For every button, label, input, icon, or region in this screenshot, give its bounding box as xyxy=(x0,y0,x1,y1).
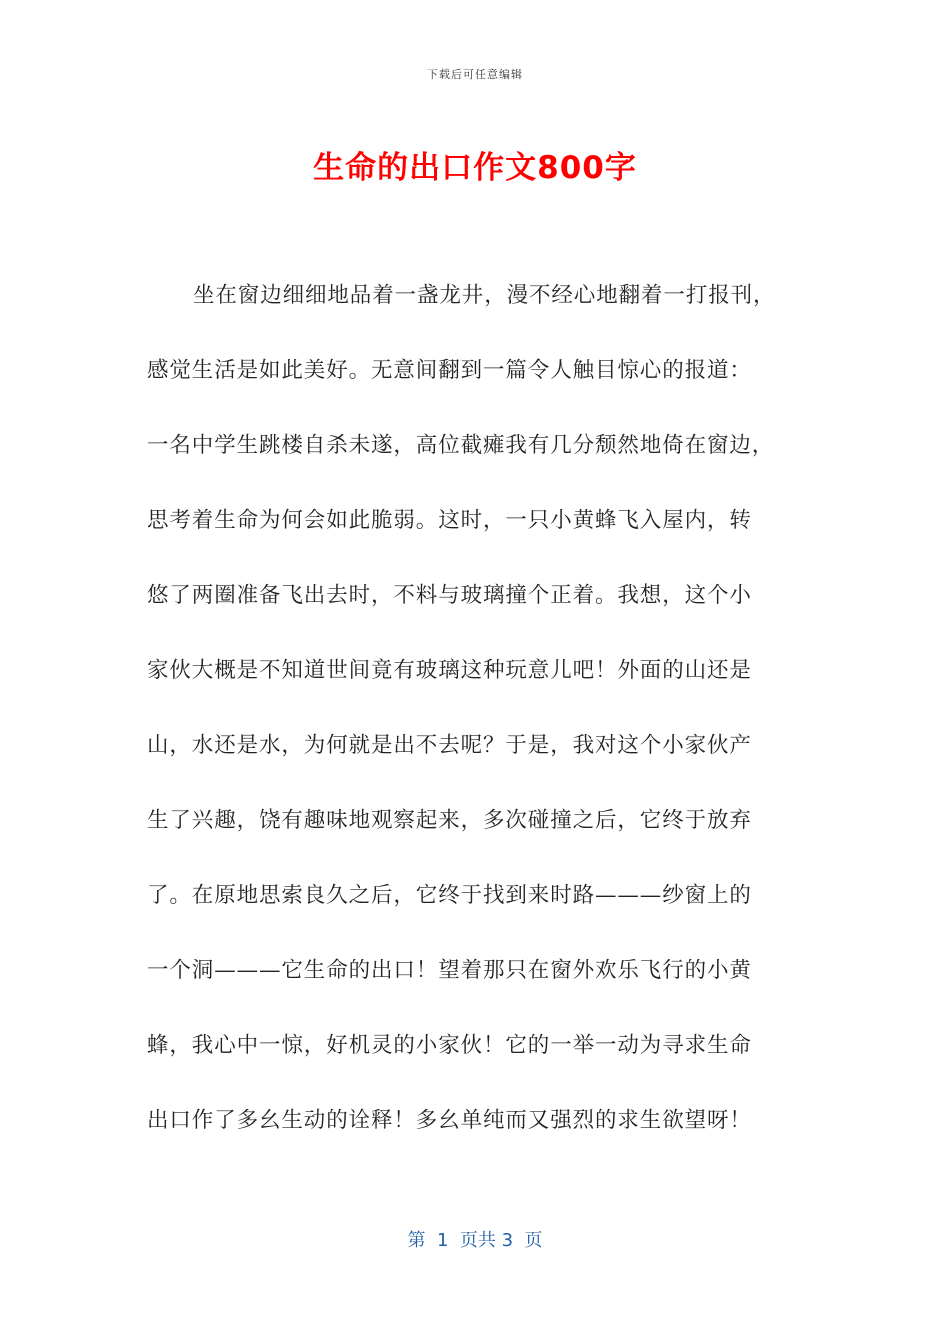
body-line: 生了兴趣，饶有趣味地观察起来，多次碰撞之后，它终于放弃 xyxy=(147,808,752,833)
body-line: 家伙大概是不知道世间竟有玻璃这种玩意儿吧！外面的山还是 xyxy=(147,658,752,683)
body-line: 蜂，我心中一惊，好机灵的小家伙！它的一举一动为寻求生命 xyxy=(147,1033,752,1058)
body-line: 感觉生活是如此美好。无意间翻到一篇令人触目惊心的报道： xyxy=(147,358,752,383)
body-line: 山，水还是水，为何就是出不去呢？于是，我对这个小家伙产 xyxy=(147,733,752,758)
header-note: 下载后可任意编辑 xyxy=(427,68,523,81)
body-line: 悠了两圈准备飞出去时，不料与玻璃撞个正着。我想，这个小 xyxy=(147,583,752,608)
page-footer: 第 1 页共 3 页 xyxy=(407,1230,543,1251)
document-title: 生命的出口作文800字 xyxy=(313,150,637,186)
body-line: 一名中学生跳楼自杀未遂，高位截瘫我有几分颓然地倚在窗边， xyxy=(147,433,775,458)
body-line: 了。在原地思索良久之后，它终于找到来时路———纱窗上的 xyxy=(147,883,752,908)
document-body xyxy=(147,278,807,1178)
body-line: 出口作了多幺生动的诠释！多幺单纯而又强烈的求生欲望呀！ xyxy=(147,1108,752,1133)
body-line: 坐在窗边细细地品着一盏龙井，漫不经心地翻着一打报刊， xyxy=(193,283,776,308)
body-line: 一个洞———它生命的出口！望着那只在窗外欢乐飞行的小黄 xyxy=(147,958,752,983)
body-line: 思考着生命为何会如此脆弱。这时，一只小黄蜂飞入屋内，转 xyxy=(147,508,752,533)
